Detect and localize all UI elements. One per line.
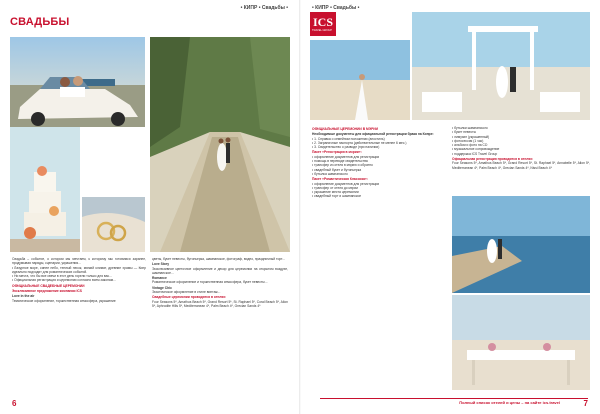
left-text-column-2 (152, 257, 288, 385)
paragraph-2: • Лазурное море, синее небо, теплый песок, мягкий климат, древние храмы — Кипр идеально подходит для романтических событий. (12, 266, 146, 275)
intro-paragraph: Свадьба – событие, о котором мы мечтаем, к которому мы готовимся заранее, продумывая наряды, сценарии, украшения... (12, 257, 146, 266)
hotel-registry-subheading: Официальная регистрация проводится в отелях: (452, 157, 534, 162)
pkg1-item-4: • свадебный букет и бутоньерка (312, 168, 447, 172)
couple-path-photo (150, 37, 290, 252)
subheading-official: ОФИЦИАЛЬНЫЕ СВАДЕБНЫЕ ЦЕРЕМОНИИ (12, 283, 85, 288)
hotels-list: Four Seasons 5*, Amathus Beach 5*, Grand Resort 5*, St. Raphael 5*, Coral Beach 5*, Alion 5*, Aphrodite Hills 5*, Mediterranean 4*, Palm Beach 4*, Grecian Sands 4* (152, 299, 288, 308)
ceremony-arch-illustration (412, 12, 590, 120)
couple-cliff-photo (452, 196, 590, 293)
incl-item-1: • бутылки шампанского (452, 126, 590, 130)
rings-photo (82, 197, 145, 252)
package-romance-desc: Романтическое оформление и торжественная атмосфера, букет невесты... (152, 280, 268, 285)
incl-item-4: • фотосессия (1 час) (452, 139, 590, 143)
ceremony-arch-photo (412, 12, 590, 120)
registry-item-3: • 3. Свидетельство о разводе (при наличии) (312, 145, 447, 149)
pkg1-item-5: • бутылка шампанского (312, 172, 447, 176)
package-love-story-desc: Эксклюзивное цветочное оформление и декор для церемонии на открытом воздухе, шампанское... (152, 266, 288, 275)
pkg2-item-3: • украшение места церемонии (312, 190, 447, 194)
section-title: СВАДЬБЫ (10, 16, 70, 28)
running-header-left: • КИПР • Свадьбы • (240, 5, 288, 11)
package-love-desc: Тематическое оформление, торжественная атмосфера, украшение (12, 298, 116, 303)
page-number-right: 7 (583, 399, 588, 408)
pkg2-item-1: • оформление документов для регистрации (312, 182, 447, 186)
footer-rule (320, 398, 588, 399)
ics-logo (310, 12, 336, 36)
logo-text: ICS (313, 15, 334, 29)
page-number-left: 6 (12, 399, 17, 408)
incl-item-6: • музыкальное сопровождение (452, 147, 590, 151)
package-love-story: Love Story (152, 262, 170, 267)
pkg1-item-1: • оформление документов для регистрации (312, 155, 447, 159)
hotel-registry-list: Four Seasons 5*, Amathus Beach 5*, Grand Resort 5*, St. Raphael 5*, Annabelle 5*, Alion 5*, Mediterranean 4*, Palm Beach 4*, Grecian Sands 4*, Nissi Beach 4* (452, 161, 590, 170)
beach-table-photo (452, 295, 590, 390)
car-photo-illustration (10, 37, 145, 127)
registry-item-1: • 1. Справка о семейном положении (апостиль) (312, 137, 447, 141)
col2-intro: цветы, букет невесты, бутоньерка, шампанское, фотограф, видео, праздничный торт... (152, 257, 285, 261)
car-photo (10, 37, 145, 127)
package-vintage: Vintage Chic (152, 285, 172, 290)
paragraph-3: • Ни мечта, что бы все свечи в этот день горели только для вас... (12, 274, 146, 278)
package-romance: Romance (152, 276, 167, 281)
right-text-column-1 (312, 126, 447, 388)
couple-cliff-illustration (452, 196, 590, 293)
package-vintage-desc: Экзотическое оформление в стиле винтаж... (152, 290, 221, 295)
subheading-offer: Эксклюзивное предложение компании ICS (12, 289, 82, 294)
incl-item-2: • букет невесты (452, 130, 590, 134)
footer-note[interactable]: Полный список отелей и цены – на сайте ics.travel (459, 400, 560, 405)
pkg1-item-2: • помощь в переводе свидетельства (312, 159, 447, 163)
incl-item-5: • альбом и фото на CD (452, 143, 590, 147)
package-love-in-the-air: Love in the air (12, 294, 35, 299)
right-text-column-2 (452, 126, 590, 196)
beach-table-illustration (452, 295, 590, 390)
bride-beach-photo (310, 40, 410, 120)
registry-subheading: ОФИЦИАЛЬНЫЕ ЦЕРЕМОНИИ В МЭРИИ (312, 127, 379, 131)
logo-subtext: TRAVEL GROUP (312, 29, 333, 32)
left-text-column-1 (12, 257, 146, 385)
right-page (300, 0, 600, 414)
incl-item-7: • поддержка ICS Travel Group (452, 152, 590, 156)
pkg2-item-4: • свадебный торт и шампанское (312, 194, 447, 198)
footer (320, 398, 588, 404)
cake-photo-illustration (10, 127, 80, 252)
package-classic: Пакет «Романтическая Классика»: (312, 177, 368, 182)
couple-path-illustration (150, 37, 290, 252)
paragraph-4: • Официальная регистрация и церемонии согласно всем законам... (12, 278, 146, 282)
registry-intro: Необходимые документы для официальной регистрации брака на Кипре: (312, 132, 434, 137)
rings-photo-illustration (82, 197, 145, 252)
hotels-subheading: Свадебные церемонии проводятся в отелях: (152, 295, 227, 300)
package-registry: Пакет «Регистрация в мэрии»: (312, 150, 362, 155)
cake-photo (10, 127, 80, 252)
bride-beach-illustration (310, 40, 410, 120)
pkg1-item-3: • трансфер из отеля в мэрию и обратно (312, 163, 447, 167)
pkg2-item-2: • трансфер от отеля до мэрии (312, 186, 447, 190)
running-header-right: • КИПР • Свадьбы • (312, 5, 360, 11)
registry-item-2: • 2. Заграничные паспорта (действительные не менее 6 мес.) (312, 141, 447, 145)
incl-item-3: • лимузин (украшенный) (452, 135, 590, 139)
